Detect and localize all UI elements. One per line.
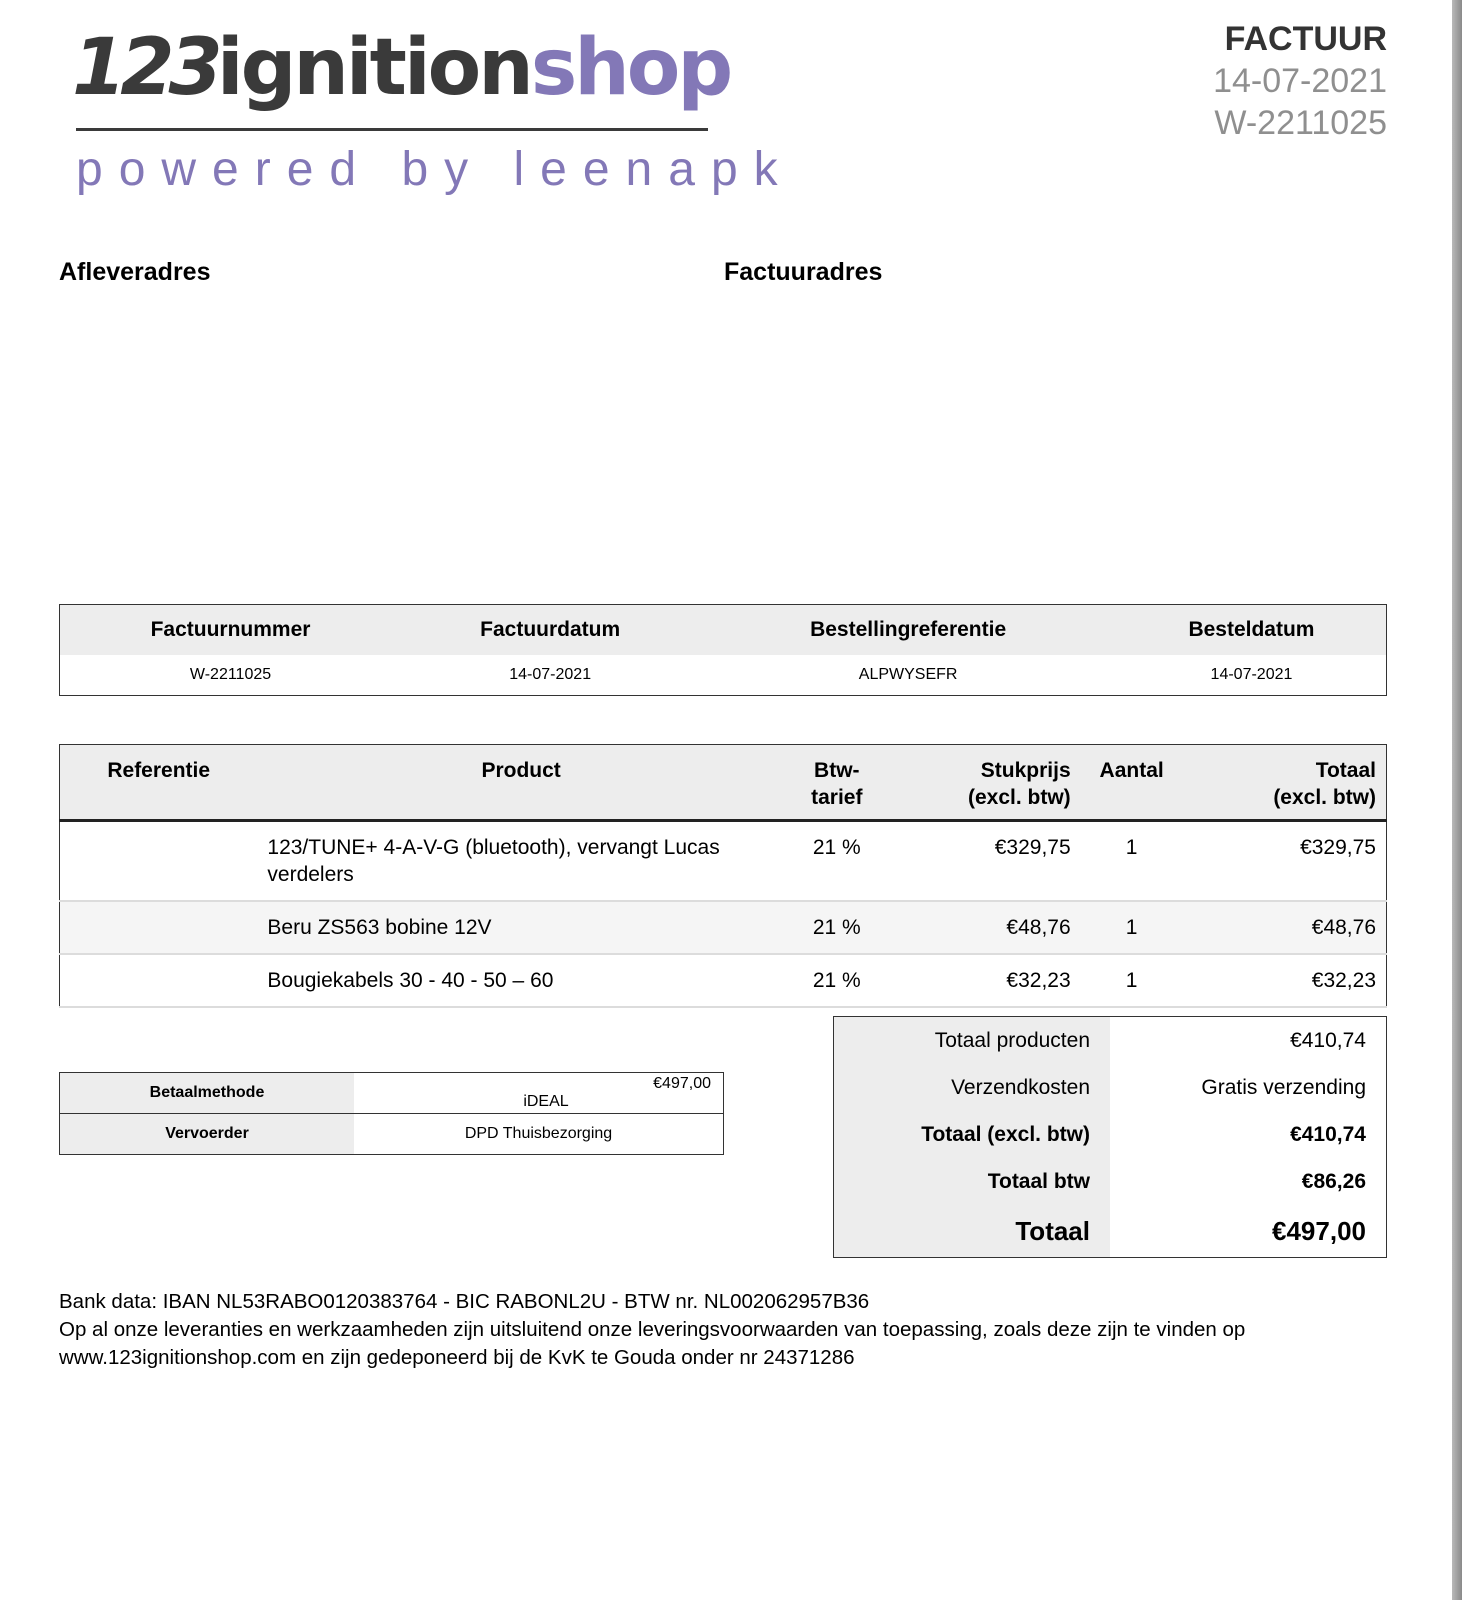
value-order-date: 14-07-2021 (1210, 666, 1293, 683)
header-unit-line2: (excl. btw) (967, 786, 1071, 809)
header-vat-line2: tarief (811, 786, 863, 809)
header-vat-line1: Btw- (814, 759, 860, 782)
table-row (60, 901, 1387, 954)
header-unit-price (889, 745, 1081, 821)
row-total: €48,76 (1183, 901, 1387, 954)
shipping-label: Verzendkosten (834, 1064, 1111, 1111)
totals-row (834, 1111, 1387, 1158)
logo-wordmark (72, 18, 730, 118)
carrier-row (60, 1114, 724, 1155)
totals-row (834, 1158, 1387, 1205)
row-product: Beru ZS563 bobine 12V (257, 901, 784, 954)
row-product: Bougiekabels 30 - 40 - 50 – 60 (257, 954, 784, 1007)
info-header-row (60, 605, 1387, 656)
row-quantity: 1 (1081, 821, 1183, 902)
total-excl-label: Totaal (excl. btw) (834, 1111, 1111, 1158)
header-invoice-number: Factuurnummer (60, 605, 402, 656)
payment-method-row (60, 1073, 724, 1114)
totals-table (833, 1016, 1387, 1258)
logo-ignition: ignition (216, 23, 531, 113)
header-total (1183, 745, 1387, 821)
shipping-value: Gratis verzending (1201, 1075, 1366, 1099)
row-reference (60, 821, 258, 902)
page-edge-shadow (1452, 0, 1462, 1600)
invoice-header (1213, 18, 1387, 144)
totals-row (834, 1017, 1387, 1065)
grand-total-value: €497,00 (1272, 1215, 1366, 1246)
row-vat: 21 % (785, 901, 889, 954)
invoice-footer (59, 1288, 1399, 1372)
total-excl-value: €410,74 (1290, 1122, 1366, 1146)
payment-method-value: iDEAL (523, 1093, 569, 1110)
logo-divider (76, 128, 708, 131)
row-unit-price: €32,23 (889, 954, 1081, 1007)
row-quantity: 1 (1081, 954, 1183, 1007)
row-total: €329,75 (1183, 821, 1387, 902)
value-invoice-date: 14-07-2021 (509, 666, 592, 683)
header-total-line1: Totaal (1315, 759, 1376, 782)
invoice-date: 14-07-2021 (1213, 62, 1387, 100)
total-vat-label: Totaal btw (834, 1158, 1111, 1205)
total-products-label: Totaal producten (834, 1017, 1111, 1065)
value-order-reference: ALPWYSEFR (858, 666, 958, 683)
carrier-label: Vervoerder (60, 1114, 355, 1155)
logo-subtitle: powered by leenapk (76, 143, 794, 196)
delivery-address-heading: Afleveradres (59, 258, 211, 286)
header-order-reference: Bestellingreferentie (699, 605, 1117, 656)
terms-line-2: www.123ignitionshop.com en zijn gedeponeerd bij de KvK te Gouda onder nr 24371286 (59, 1346, 855, 1369)
bank-details: Bank data: IBAN NL53RABO0120383764 - BIC RABONL2U - BTW nr. NL002062957B36 (59, 1290, 870, 1313)
header-total-line2: (excl. btw) (1273, 786, 1376, 809)
company-logo (72, 18, 794, 208)
row-quantity: 1 (1081, 901, 1183, 954)
table-row (60, 821, 1387, 902)
info-value-row (60, 655, 1387, 696)
table-row (60, 954, 1387, 1007)
logo-shop: shop (530, 23, 731, 113)
header-reference: Referentie (60, 745, 258, 821)
payment-method-label: Betaalmethode (60, 1073, 355, 1114)
items-header-row (60, 745, 1387, 821)
grand-total-row (834, 1205, 1387, 1258)
payment-amount: €497,00 (653, 1075, 711, 1092)
total-products-value: €410,74 (1290, 1028, 1366, 1052)
header-product: Product (257, 745, 784, 821)
row-reference (60, 901, 258, 954)
row-product: 123/TUNE+ 4-A-V-G (bluetooth), vervangt Lucas verdelers (257, 821, 784, 902)
invoice-info-table (59, 604, 1387, 696)
billing-address-heading: Factuuradres (724, 258, 883, 286)
payment-table (59, 1072, 724, 1155)
logo-numbers: 123 (72, 23, 217, 113)
header-quantity: Aantal (1081, 745, 1183, 821)
invoice-number: W-2211025 (1214, 104, 1387, 142)
row-vat: 21 % (785, 954, 889, 1007)
carrier-value: DPD Thuisbezorging (354, 1114, 724, 1155)
row-unit-price: €329,75 (889, 821, 1081, 902)
value-invoice-number: W-2211025 (189, 666, 272, 683)
invoice-title: FACTUUR (1224, 20, 1387, 58)
order-items-table (59, 744, 1387, 1008)
header-unit-line1: Stukprijs (980, 759, 1071, 782)
payment-method-cell (354, 1073, 724, 1114)
header-order-date: Besteldatum (1117, 605, 1387, 656)
terms-line: Op al onze leveranties en werkzaamheden zijn uitsluitend onze leveringsvoorwaarden van toepassing, zoals deze zijn te vinden op (59, 1318, 1246, 1341)
row-unit-price: €48,76 (889, 901, 1081, 954)
row-reference (60, 954, 258, 1007)
grand-total-label: Totaal (834, 1205, 1111, 1258)
totals-row (834, 1064, 1387, 1111)
header-invoice-date: Factuurdatum (401, 605, 699, 656)
row-vat: 21 % (785, 821, 889, 902)
row-total: €32,23 (1183, 954, 1387, 1007)
total-vat-value: €86,26 (1301, 1169, 1366, 1193)
header-vat-rate (785, 745, 889, 821)
